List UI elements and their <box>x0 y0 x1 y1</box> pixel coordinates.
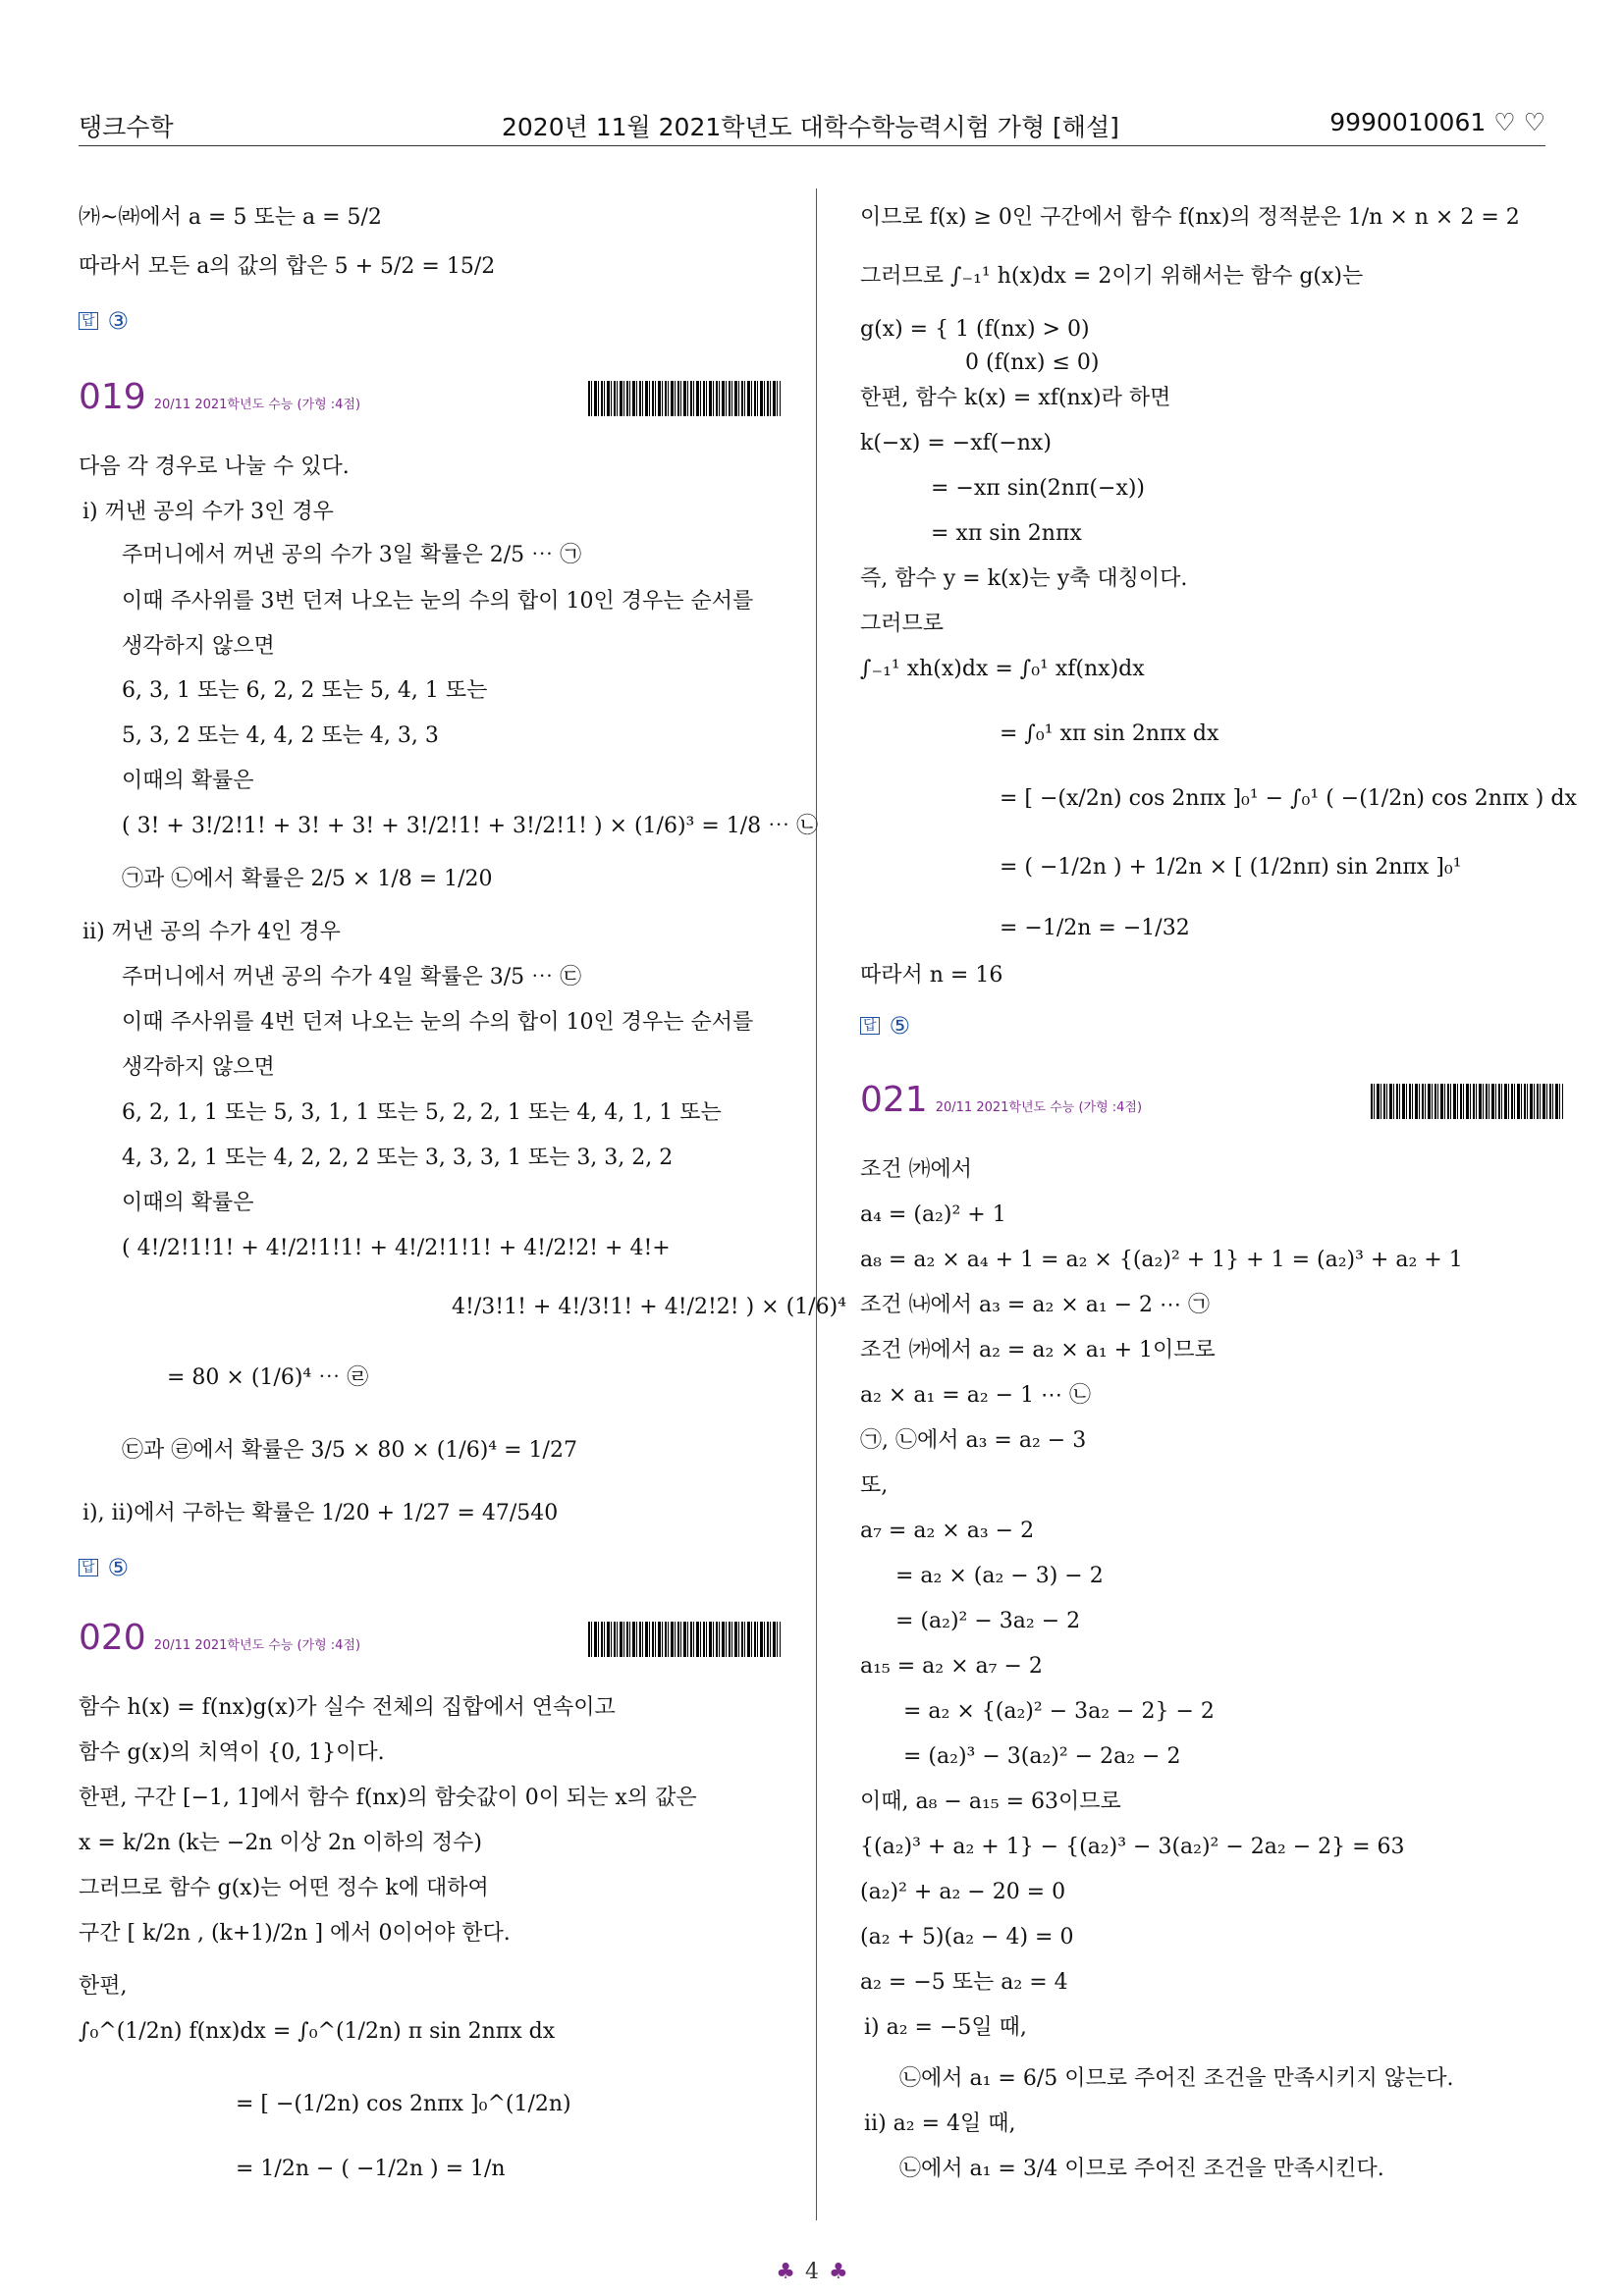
solution-line: ㉡에서 a₁ = 6/5 이므로 주어진 조건을 만족시키지 않는다. <box>899 2066 1454 2091</box>
problem-number: 020 <box>79 1618 146 1658</box>
solution-line: 따라서 n = 16 <box>860 963 1003 988</box>
solution-line: ⅰ), ⅱ)에서 구하는 확률은 1/20 + 1/27 = 47/540 <box>82 1501 559 1525</box>
solution-line: ㉠, ㉡에서 a₃ = a₂ − 3 <box>860 1428 1087 1453</box>
solution-line: 조건 ㈏에서 a₃ = a₂ × a₁ − 2 ⋯ ㉠ <box>860 1293 1211 1317</box>
solution-line: ⅱ) 꺼낸 공의 수가 4인 경우 <box>82 920 341 944</box>
solution-line: a₇ = a₂ × a₃ − 2 <box>860 1519 1035 1543</box>
answer <box>79 306 129 336</box>
solution-line: a₈ = a₂ × a₄ + 1 = a₂ × {(a₂)² + 1} + 1 = (a₂)³ + a₂ + 1 <box>860 1248 1463 1272</box>
problem-source: 20/11 2021학년도 수능 (가형 :4점) <box>935 1100 1143 1115</box>
solution-line: ㉢과 ㉣에서 확률은 3/5 × 80 × (1/6)⁴ = 1/27 <box>122 1438 577 1463</box>
problem-number: 019 <box>79 377 146 417</box>
answer-label: 답 <box>79 312 98 330</box>
solution-line: 이때, a₈ − a₁₅ = 63이므로 <box>860 1789 1121 1814</box>
solution-line: 5, 3, 2 또는 4, 4, 2 또는 4, 3, 3 <box>122 723 439 748</box>
header-center: 2020년 11월 2021학년도 대학수학능력시험 가형 [해설] <box>502 113 1119 141</box>
solution-line: {(a₂)³ + a₂ + 1} − {(a₂)³ − 3(a₂)² − 2a₂ − 2} = 63 <box>860 1835 1405 1859</box>
prev-line: ㈎~㈑에서 a = 5 또는 a = 5/2 <box>79 205 382 230</box>
solution-line: 0 (f(nx) ≤ 0) <box>965 350 1100 375</box>
solution-line: 한편, 함수 k(x) = xf(nx)라 하면 <box>860 386 1171 410</box>
solution-line: = a₂ × {(a₂)² − 3a₂ − 2} − 2 <box>903 1699 1215 1724</box>
solution-line: ㉠과 ㉡에서 확률은 2/5 × 1/8 = 1/20 <box>122 867 493 891</box>
solution-line: a₂ × a₁ = a₂ − 1 ⋯ ㉡ <box>860 1383 1092 1408</box>
solution-line: 그러므로 함수 g(x)는 어떤 정수 k에 대하여 <box>79 1876 489 1900</box>
problem-header <box>860 1080 1142 1120</box>
solution-line: 이때 주사위를 4번 던져 나오는 눈의 수의 합이 10인 경우는 순서를 <box>122 1010 754 1035</box>
header-right: 9990010061 ♡ ♡ <box>1329 108 1545 136</box>
solution-line: ⅰ) a₂ = −5일 때, <box>864 2015 1027 2040</box>
answer-label: 답 <box>860 1017 880 1035</box>
header-left: 탱크수학 <box>79 113 174 141</box>
solution-line: 조건 ㈎에서 a₂ = a₂ × a₁ + 1이므로 <box>860 1338 1216 1362</box>
solution-line: a₄ = (a₂)² + 1 <box>860 1202 1006 1227</box>
solution-line: 그러므로 <box>860 612 945 636</box>
problem-header <box>79 377 360 417</box>
solution-line: = ( −1/2n ) + 1/2n × [ (1/2nπ) sin 2nπx ]₀¹ <box>1000 855 1462 880</box>
solution-line: 생각하지 않으면 <box>122 1055 275 1080</box>
page-number: 4 <box>805 2260 819 2284</box>
solution-line: = −xπ sin(2nπ(−x)) <box>931 476 1146 501</box>
solution-line: 또, <box>860 1473 889 1498</box>
solution-line: 함수 g(x)의 치역이 {0, 1}이다. <box>79 1740 385 1765</box>
solution-line: = (a₂)² − 3a₂ − 2 <box>895 1609 1081 1633</box>
club-icon: ♣ <box>829 2260 848 2284</box>
solution-line: ∫₋₁¹ xh(x)dx = ∫₀¹ xf(nx)dx <box>860 657 1145 681</box>
answer-value: ⑤ <box>889 1012 911 1040</box>
solution-line: (a₂ + 5)(a₂ − 4) = 0 <box>860 1925 1074 1949</box>
solution-line: 4, 3, 2, 1 또는 4, 2, 2, 2 또는 3, 3, 3, 1 또는 3, 3, 2, 2 <box>122 1146 674 1170</box>
solution-line: 구간 [ k/2n , (k+1)/2n ] 에서 0이어야 한다. <box>79 1921 511 1946</box>
solution-line: ( 4!/2!1!1! + 4!/2!1!1! + 4!/2!1!1! + 4!/2!2! + 4!+ <box>122 1236 671 1260</box>
answer <box>79 1553 129 1582</box>
solution-line: x = k/2n (k는 −2n 이상 2n 이하의 정수) <box>79 1831 482 1855</box>
page-footer <box>0 2260 1624 2284</box>
solution-line: = [ −(x/2n) cos 2nπx ]₀¹ − ∫₀¹ ( −(1/2n) cos 2nπx ) dx <box>1000 786 1577 811</box>
solution-line: = ∫₀¹ xπ sin 2nπx dx <box>1000 721 1219 746</box>
solution-line: ∫₀^(1/2n) f(nx)dx = ∫₀^(1/2n) π sin 2nπx dx <box>79 2019 556 2044</box>
solution-line: = (a₂)³ − 3(a₂)² − 2a₂ − 2 <box>903 1744 1181 1769</box>
solution-line: ( 3! + 3!/2!1! + 3! + 3! + 3!/2!1! + 3!/2!1! ) × (1/6)³ = 1/8 ⋯ ㉡ <box>122 814 819 838</box>
solution-line: a₁₅ = a₂ × a₇ − 2 <box>860 1654 1043 1679</box>
solution-line: = xπ sin 2nπx <box>931 521 1082 546</box>
solution-line: ⅰ) 꺼낸 공의 수가 3인 경우 <box>82 500 334 524</box>
problem-header <box>79 1618 360 1658</box>
solution-line: k(−x) = −xf(−nx) <box>860 431 1052 455</box>
answer <box>860 1011 910 1041</box>
solution-line: 한편, 구간 [−1, 1]에서 함수 f(nx)의 함숫값이 0이 되는 x의 값은 <box>79 1786 697 1810</box>
solution-line: = −1/2n = −1/32 <box>1000 916 1190 940</box>
solution-line: 그러므로 ∫₋₁¹ h(x)dx = 2이기 위해서는 함수 g(x)는 <box>860 264 1364 289</box>
barcode <box>588 1622 781 1657</box>
solution-line: 생각하지 않으면 <box>122 634 275 659</box>
answer-label: 답 <box>79 1559 98 1576</box>
solution-line: 4!/3!1! + 4!/3!1! + 4!/2!2! ) × (1/6)⁴ <box>452 1295 847 1319</box>
solution-line: 이때의 확률은 <box>122 1191 254 1215</box>
solution-line: 6, 2, 1, 1 또는 5, 3, 1, 1 또는 5, 2, 2, 1 또는 4, 4, 1, 1 또는 <box>122 1100 722 1125</box>
solution-line: a₂ = −5 또는 a₂ = 4 <box>860 1970 1068 1995</box>
solution-line: ㉡에서 a₁ = 3/4 이므로 주어진 조건을 만족시킨다. <box>899 2157 1384 2181</box>
solution-line: 주머니에서 꺼낸 공의 수가 4일 확률은 3/5 ⋯ ㉢ <box>122 965 582 989</box>
solution-line: 이때의 확률은 <box>122 769 254 793</box>
solution-line: (a₂)² + a₂ − 20 = 0 <box>860 1880 1066 1904</box>
answer-value: ③ <box>107 307 130 335</box>
club-icon: ♣ <box>776 2260 795 2284</box>
solution-line: = [ −(1/2n) cos 2nπx ]₀^(1/2n) <box>236 2092 571 2116</box>
solution-line: 이므로 f(x) ≥ 0인 구간에서 함수 f(nx)의 정적분은 1/n × n × 2 = 2 <box>860 205 1520 230</box>
barcode <box>1371 1084 1563 1119</box>
problem-number: 021 <box>860 1080 928 1120</box>
solution-line: 다음 각 경우로 나눌 수 있다. <box>79 454 350 479</box>
solution-line: 주머니에서 꺼낸 공의 수가 3일 확률은 2/5 ⋯ ㉠ <box>122 543 582 567</box>
barcode <box>588 381 781 416</box>
solution-line: g(x) = { 1 (f(nx) > 0) <box>860 317 1090 342</box>
problem-source: 20/11 2021학년도 수능 (가형 :4점) <box>153 398 361 412</box>
solution-line: = a₂ × (a₂ − 3) − 2 <box>895 1564 1104 1588</box>
solution-line: 이때 주사위를 3번 던져 나오는 눈의 수의 합이 10인 경우는 순서를 <box>122 589 754 614</box>
solution-line: 함수 h(x) = f(nx)g(x)가 실수 전체의 집합에서 연속이고 <box>79 1695 616 1720</box>
header-rule <box>79 145 1545 146</box>
solution-line: 6, 3, 1 또는 6, 2, 2 또는 5, 4, 1 또는 <box>122 678 488 703</box>
solution-line: 한편, <box>79 1974 128 1999</box>
problem-source: 20/11 2021학년도 수능 (가형 :4점) <box>153 1638 361 1653</box>
solution-line: 조건 ㈎에서 <box>860 1157 973 1182</box>
answer-value: ⑤ <box>107 1554 130 1581</box>
column-divider <box>816 188 817 2220</box>
solution-line: = 80 × (1/6)⁴ ⋯ ㉣ <box>167 1365 369 1390</box>
solution-line: = 1/2n − ( −1/2n ) = 1/n <box>236 2157 506 2181</box>
solution-line: ⅱ) a₂ = 4일 때, <box>864 2111 1016 2136</box>
prev-line: 따라서 모든 a의 값의 합은 5 + 5/2 = 15/2 <box>79 254 496 279</box>
solution-line: 즉, 함수 y = k(x)는 y축 대칭이다. <box>860 566 1188 591</box>
